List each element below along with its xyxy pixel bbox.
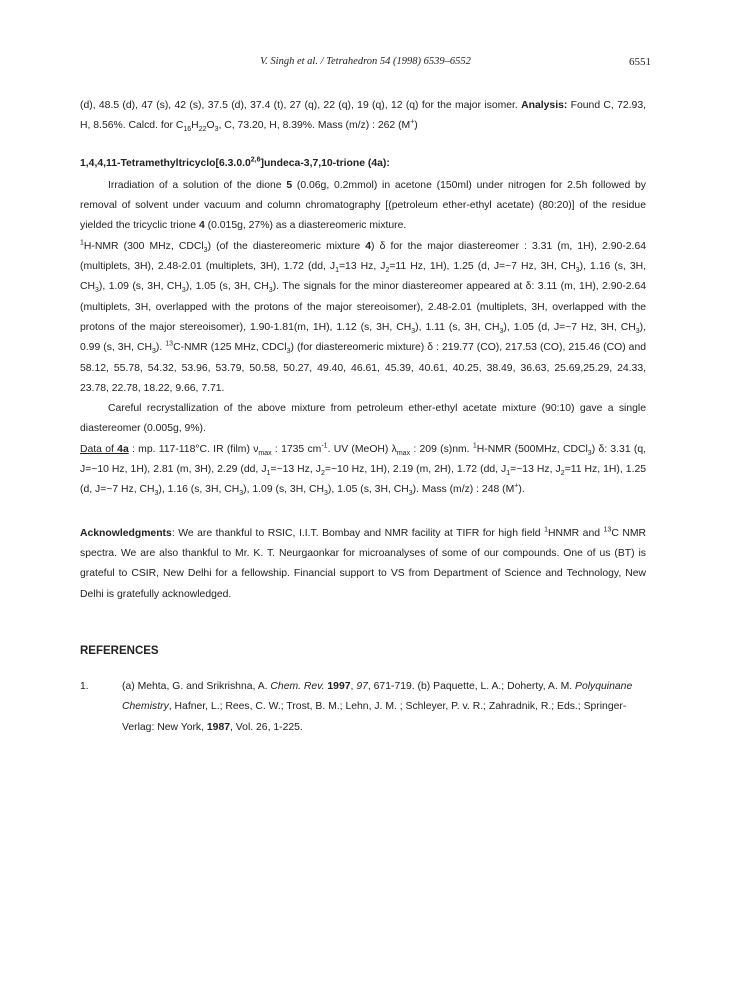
acknowledgments: Acknowledgments: We are thankful to RSIC, I.I.T. Bombay and NMR facility at TIFR for high field $^1$HNMR and $^{13}$C NMR spectra. We are also thankful to Mr. K. T. Neurgaonkar for microanalyses of some of our compounds. One of us (BT) is grateful to CSIR, New Delhi for a fellowship. Financial support to VS from Department of Science and Technology, New Delhi is gratefully acknowledged.: [80, 526, 646, 600]
reference-text: (a) Mehta, G. and Srikrishna, A. Chem. Rev. 1997, 97, 671-719. (b) Paquette, L. A.; Doherty, A. M. Polyquinane Chemistry, Hafner, L.; Rees, C. W.; Trost, B. M.; Lehn, J. M. ; Schleyer, P. v. R.; Zahradnik, R.; Eds.; Springer-Verlag: New York, 1987, Vol. 26, 1-225.: [122, 681, 633, 733]
references-title: REFERENCES: [80, 644, 159, 657]
running-title: V. Singh et al. / Tetrahedron 54 (1998) 6539–6552: [260, 56, 471, 67]
paragraph-irradiation: Irradiation of a solution of the dione 5 (0.06g, 0.2mmol) in acetone (150ml) under nitrogen for 2.5h followed by removal of solvent under vacuum and column chromatography [(petroleum ether-ethyl acetate) (80:20)] of the residue yielded the tricyclic trione 4 (0.015g, 27%) as a diastereomeric mixture.: [80, 179, 646, 232]
paragraph-data-4a: Data of 4a : mp. 117-118°C. IR (film) $\nu_{max}$ : 1735 $cm^{-1}$. UV (MeOH) $\lambda_{max}$ : 209 (s)nm. $^1$H-NMR (500MHz, CDCl$_3$) δ: 3.31 (q, J=~10 Hz, 1H), 2.81 (m, 3H), 2.29 (dd, $J_1=\sim 13$ Hz, $J_2=\sim 10$ Hz, 1H), 2.19 (m, 2H), 1.72 (dd, $J_1=\sim 13$ Hz, $J_2=11$ Hz, 1H), 1.25 (d, J=~7 Hz, $CH_3$), 1.16 (s, 3H, $CH_3$), 1.09 (s, 3H, $CH_3$), 1.05 (s, 3H, $CH_3$). Mass (m/z) : 248 (M+).: [80, 442, 647, 498]
article-body: [80, 96, 646, 738]
paragraph-recrystallization: Careful recrystallization of the above mixture from petroleum ether-ethyl acetate mixture (90:10) gave a single diastereomer (0.005g, 9%).: [80, 403, 646, 435]
compound-heading: 1,4,4,11-Tetramethyltricyclo[6.3.0.0$^{2,6}$]undeca-3,7,10-trione (4a):: [80, 156, 390, 169]
paragraph-nmr: $^1$H-NMR (300 MHz, CDCl$_3$) (of the diastereomeric mixture 4) δ for the major diastereomer : 3.31 (m, 1H), 2.90-2.64 (multiplets, 3H), 2.48-2.01 (multiplets, 3H), 1.72 (dd, $J_1=13$ Hz, $J_2=11$ Hz, 1H), 1.25 (d, J=~7 Hz, 3H, $CH_3$), 1.16 (s, 3H, $CH_3$), 1.09 (s, 3H, $CH_3$), 1.05 (s, 3H, $CH_3$). The signals for the minor diastereomer appeared at δ: 3.11 (m, 1H), 2.90-2.64 (multiplets, 3H, overlapped with the protons of the major stereoisomer), 2.48-2.01 (multiplets, 3H, overlapped with the protons of the major stereoisomer), 1.90-1.81(m, 1H), 1.12 (s, 3H, $CH_3$), 1.11 (s, 3H, $CH_3$), 1.05 (d, J=~7 Hz, 3H, $CH_3$), 0.99 (s, 3H, $CH_3$). $^{13}$C-NMR (125 MHz, CDCl$_3$) (for diastereomeric mixture) δ : 219.77 (CO), 217.53 (CO), 215.46 (CO) and 58.12, 55.78, 54.32, 53.96, 53.79, 50.58, 50.27, 49.40, 46.61, 45.39, 40.61, 40.25, 38.49, 36.63, 25.69,25.29, 24.33, 23.78, 22.78, 18.22, 9.66, 7.71.: [80, 239, 647, 394]
reference-number: 1.: [80, 681, 89, 693]
reference-item: [80, 677, 646, 738]
paragraph-analysis: (d), 48.5 (d), 47 (s), 42 (s), 37.5 (d), 37.4 (t), 27 (q), 22 (q), 19 (q), 12 (q) for the major isomer. Analysis: Found C, 72.93, H, 8.56%. Calcd. for $C_{16}H_{22}O_3$, C, 73.20, H, 8.39%. Mass (m/z) : 262 (M+): [80, 100, 647, 134]
running-header: [0, 56, 731, 72]
page-number: 6551: [629, 56, 651, 68]
